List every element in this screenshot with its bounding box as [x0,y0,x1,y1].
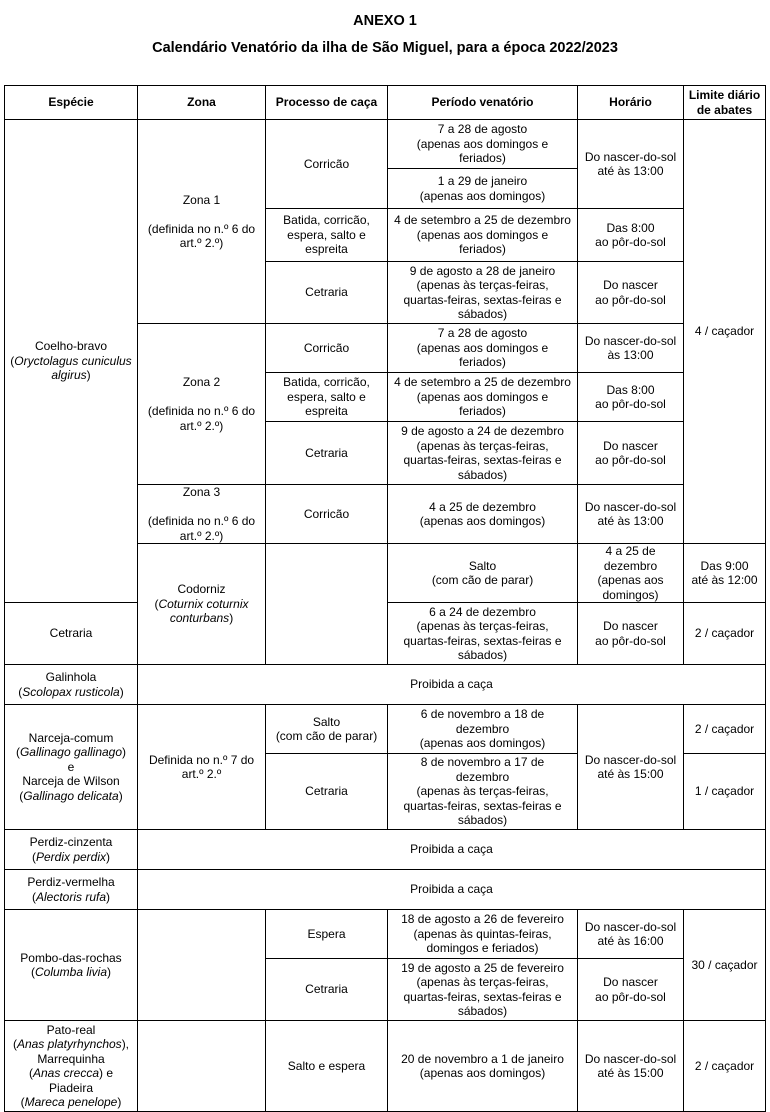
zone-cell: Zona 3 (definida no n.º 6 do art.º 2.º) [138,485,266,544]
process-cell: Salto (com cão de parar) [266,705,388,754]
hours-cell: Do nascer-do-sol até às 15:00 [578,705,684,830]
process-cell: Cetraria [266,754,388,830]
table-row [5,910,766,959]
period-cell: 18 de agosto a 26 de fevereiro (apenas às quintas-feiras, domingos e feriados) [388,910,578,959]
species-cell-codorniz: Codorniz (Coturnix coturnix conturbans) [138,544,266,665]
species-scientific-name: Perdix perdix [35,849,107,864]
species-scientific-name: Anas platyrhynchos [16,1037,122,1051]
hours-cell: Do nascer ao pôr-do-sol [578,959,684,1021]
period-cell: 4 a 25 de dezembro (apenas aos domingos) [388,485,578,544]
period-cell: 9 de agosto a 28 de janeiro (apenas às terças-feiras, quartas-feiras, sextas-feiras e sábados) [388,262,578,324]
document-title: Calendário Venatório da ilha de São Miguel, para a época 2022/2023 [152,40,618,56]
species-cell-narceja: Narceja-comum (Gallinago gallinago) e Narceja de Wilson (Gallinago delicata) [5,705,138,830]
process-cell: Batida, corricão, espera, salto e espreita [266,209,388,262]
prohibited-cell: Proibida a caça [138,665,766,705]
zone-cell: Definida no n.º 7 do art.º 2.º [138,705,266,830]
hours-cell: Do nascer-do-sol até às 15:00 [578,1021,684,1112]
col-header-limite: Limite diário de abates [684,86,766,120]
hours-cell: Do nascer-do-sol até às 13:00 [578,120,684,209]
species-scientific-name: Alectoris rufa [35,889,107,904]
table-row [5,830,766,870]
process-cell: Corricão [266,324,388,373]
species-cell-coelho-bravo: Coelho-bravo (Oryctolagus cuniculus algirus) [5,120,138,603]
species-cell-perdiz-cinzenta: Perdiz-cinzenta (Perdix perdix) [5,830,138,870]
species-scientific-name: Mareca penelope [24,1095,118,1109]
period-cell: 4 de setembro a 25 de dezembro (apenas aos domingos e feriados) [388,209,578,262]
limit-cell: 30 / caçador [684,910,766,1021]
period-cell: 8 de novembro a 17 de dezembro (apenas às terças-feiras, quartas-feiras, sextas-feiras e sábados) [388,754,578,830]
species-name: Perdiz-cinzenta [29,835,113,849]
period-cell: 1 a 29 de janeiro (apenas aos domingos) [388,169,578,209]
hours-cell: Das 8:00 ao pôr-do-sol [578,373,684,422]
period-cell: 4 a 25 de dezembro (apenas aos domingos) [578,544,684,603]
species-name: Coelho-bravo [34,339,108,354]
limit-cell: 2 / caçador [684,603,766,665]
hours-cell: Do nascer-do-sol às 13:00 [578,324,684,373]
process-cell: Cetraria [266,422,388,485]
header-row [5,86,766,120]
species-name: Galinhola [45,670,97,684]
species-name: e Piadeira [48,1066,114,1095]
species-name: Pombo-das-rochas [20,950,122,965]
species-name: Codorniz [177,582,226,597]
species-cell-galinhola: Galinhola (Scolopax rusticola) [5,665,138,705]
species-scientific-name: Coturnix coturnix conturbans [158,596,249,626]
species-cell-perdiz-vermelha: Perdiz-vermelha (Alectoris rufa) [5,870,138,910]
col-header-periodo: Período venatório [388,86,578,120]
species-name: Narceja-comum [28,730,114,745]
col-header-zona: Zona [138,86,266,120]
zone-cell-empty [266,544,388,665]
period-cell: 4 de setembro a 25 de dezembro (apenas aos domingos e feriados) [388,373,578,422]
species-scientific-name: Oryctolagus cuniculus algirus [14,353,132,383]
process-cell: Salto (com cão de parar) [388,544,578,603]
species-cell-pombo-das-rochas: Pombo-das-rochas (Columba livia) [5,910,138,1021]
process-cell: Corricão [266,120,388,209]
period-cell: 6 a 24 de dezembro (apenas às terças-feiras, quartas-feiras, sextas-feiras e sábados) [388,603,578,665]
species-scientific-name: Columba livia [34,965,108,979]
table-row [5,705,766,754]
species-scientific-name: Scolopax rusticola [22,684,120,699]
zone-cell: Zona 2 (definida no n.º 6 do art.º 2.º) [138,324,266,485]
species-name: Marrequinha [37,1051,105,1066]
col-header-especie: Espécie [5,86,138,120]
process-cell: Corricão [266,485,388,544]
period-cell: 7 a 28 de agosto (apenas aos domingos e feriados) [388,120,578,169]
species-scientific-name: Anas crecca [32,1066,99,1080]
hours-cell: Do nascer ao pôr-do-sol [578,422,684,485]
period-cell: 19 de agosto a 25 de fevereiro (apenas às terças-feiras, quartas-feiras, sextas-feiras e sábados) [388,959,578,1021]
period-cell: 7 a 28 de agosto (apenas aos domingos e feriados) [388,324,578,373]
hours-cell: Do nascer ao pôr-do-sol [578,262,684,324]
species-name: Pato-real [46,1022,96,1037]
limit-cell: 2 / caçador [684,705,766,754]
process-cell: Espera [266,910,388,959]
process-cell: Cetraria [5,603,138,665]
col-header-horario: Horário [578,86,684,120]
limit-cell: 2 / caçador [684,1021,766,1112]
hours-cell: Do nascer-do-sol até às 16:00 [578,910,684,959]
process-cell: Batida, corricão, espera, salto e espreita [266,373,388,422]
col-header-processo: Processo de caça [266,86,388,120]
species-name: e Narceja de Wilson [22,759,120,789]
period-cell: 9 de agosto a 24 de dezembro (apenas às terças-feiras, quartas-feiras, sextas-feiras e sábados) [388,422,578,485]
table-row [5,870,766,910]
species-cell-pato-real: Pato-real (Anas platyrhynchos), Marrequinha (Anas crecca) e Piadeira (Mareca penelope) [5,1021,138,1112]
table-row [5,120,766,169]
annex-label: ANEXO 1 [353,13,417,29]
species-scientific-name: Gallinago delicata [23,788,119,803]
period-cell: 6 de novembro a 18 de dezembro (apenas aos domingos) [388,705,578,754]
hunting-calendar-table [4,85,766,1112]
table-row [5,665,766,705]
zone-cell: Zona 1 (definida no n.º 6 do art.º 2.º) [138,120,266,324]
hours-cell: Do nascer-do-sol até às 13:00 [578,485,684,544]
period-cell: 20 de novembro a 1 de janeiro (apenas aos domingos) [388,1021,578,1112]
hours-cell: Do nascer ao pôr-do-sol [578,603,684,665]
process-cell: Cetraria [266,262,388,324]
limit-cell: 1 / caçador [684,754,766,830]
species-scientific-name: Gallinago gallinago [19,745,123,760]
hours-cell: Das 8:00 ao pôr-do-sol [578,209,684,262]
limit-cell: 4 / caçador [684,120,766,544]
process-cell: Cetraria [266,959,388,1021]
species-name: Perdiz-vermelha [27,875,115,889]
prohibited-cell: Proibida a caça [138,830,766,870]
process-cell: Salto e espera [266,1021,388,1112]
prohibited-cell: Proibida a caça [138,870,766,910]
zone-cell-empty [138,910,266,1021]
hours-cell: Das 9:00 até às 12:00 [684,544,766,603]
